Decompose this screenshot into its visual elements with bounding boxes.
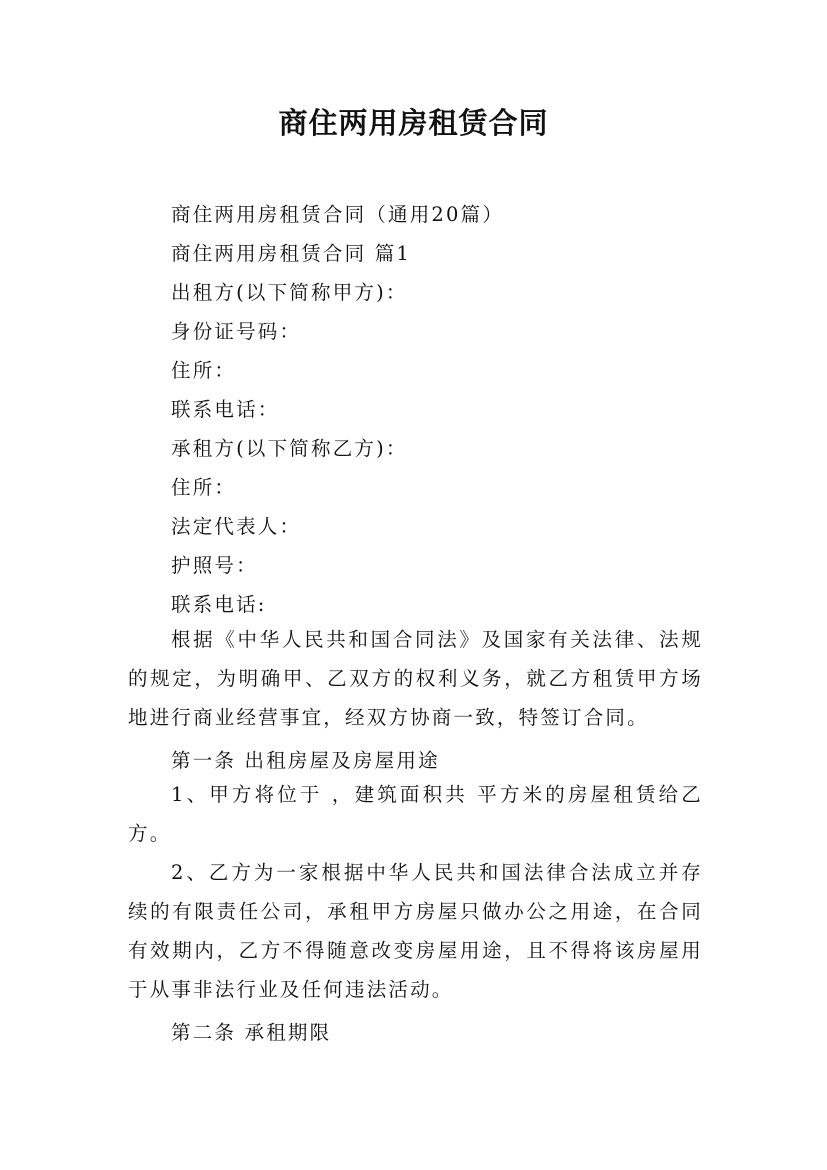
party-a-label: 出租方(以下简称甲方)：	[171, 281, 408, 304]
party-b-address-label: 住所：	[171, 476, 237, 499]
party-a-id-label: 身份证号码：	[171, 320, 302, 343]
document-title: 商住两用房租赁合同	[278, 106, 549, 140]
document-subtitle: 商住两用房租赁合同（通用20篇）	[171, 203, 505, 226]
article1-heading: 第一条 出租房屋及房屋用途	[171, 749, 440, 772]
party-a-phone-label: 联系电话：	[171, 398, 280, 421]
party-b-legal-rep-label: 法定代表人：	[171, 515, 302, 538]
article1-clause2: 2、乙方为一家根据中华人民共和国法律合法成立并存续的有限责任公司，承租甲方房屋只做办公之用途，在合同有效期内，乙方不得随意改变房屋用途，且不得将该房屋用于从事非法行业及任何违法活动。	[128, 861, 703, 1001]
intro-paragraph: 根据《中华人民共和国合同法》及国家有关法律、法规的规定，为明确甲、乙双方的权利义务，就乙方租赁甲方场地进行商业经营事宜，经双方协商一致，特签订合同。	[128, 628, 703, 729]
article1-clause1: 1、甲方将位于 ，建筑面积共 平方米的房屋租赁给乙方。	[128, 783, 703, 845]
party-b-label: 承租方(以下简称乙方)：	[171, 437, 408, 460]
party-a-address-label: 住所：	[171, 359, 237, 382]
section-heading: 商住两用房租赁合同 篇1	[171, 242, 412, 265]
article2-heading: 第二条 承租期限	[171, 1021, 332, 1044]
party-b-passport-label: 护照号：	[171, 554, 258, 577]
party-b-phone-label: 联系电话:	[171, 593, 267, 616]
